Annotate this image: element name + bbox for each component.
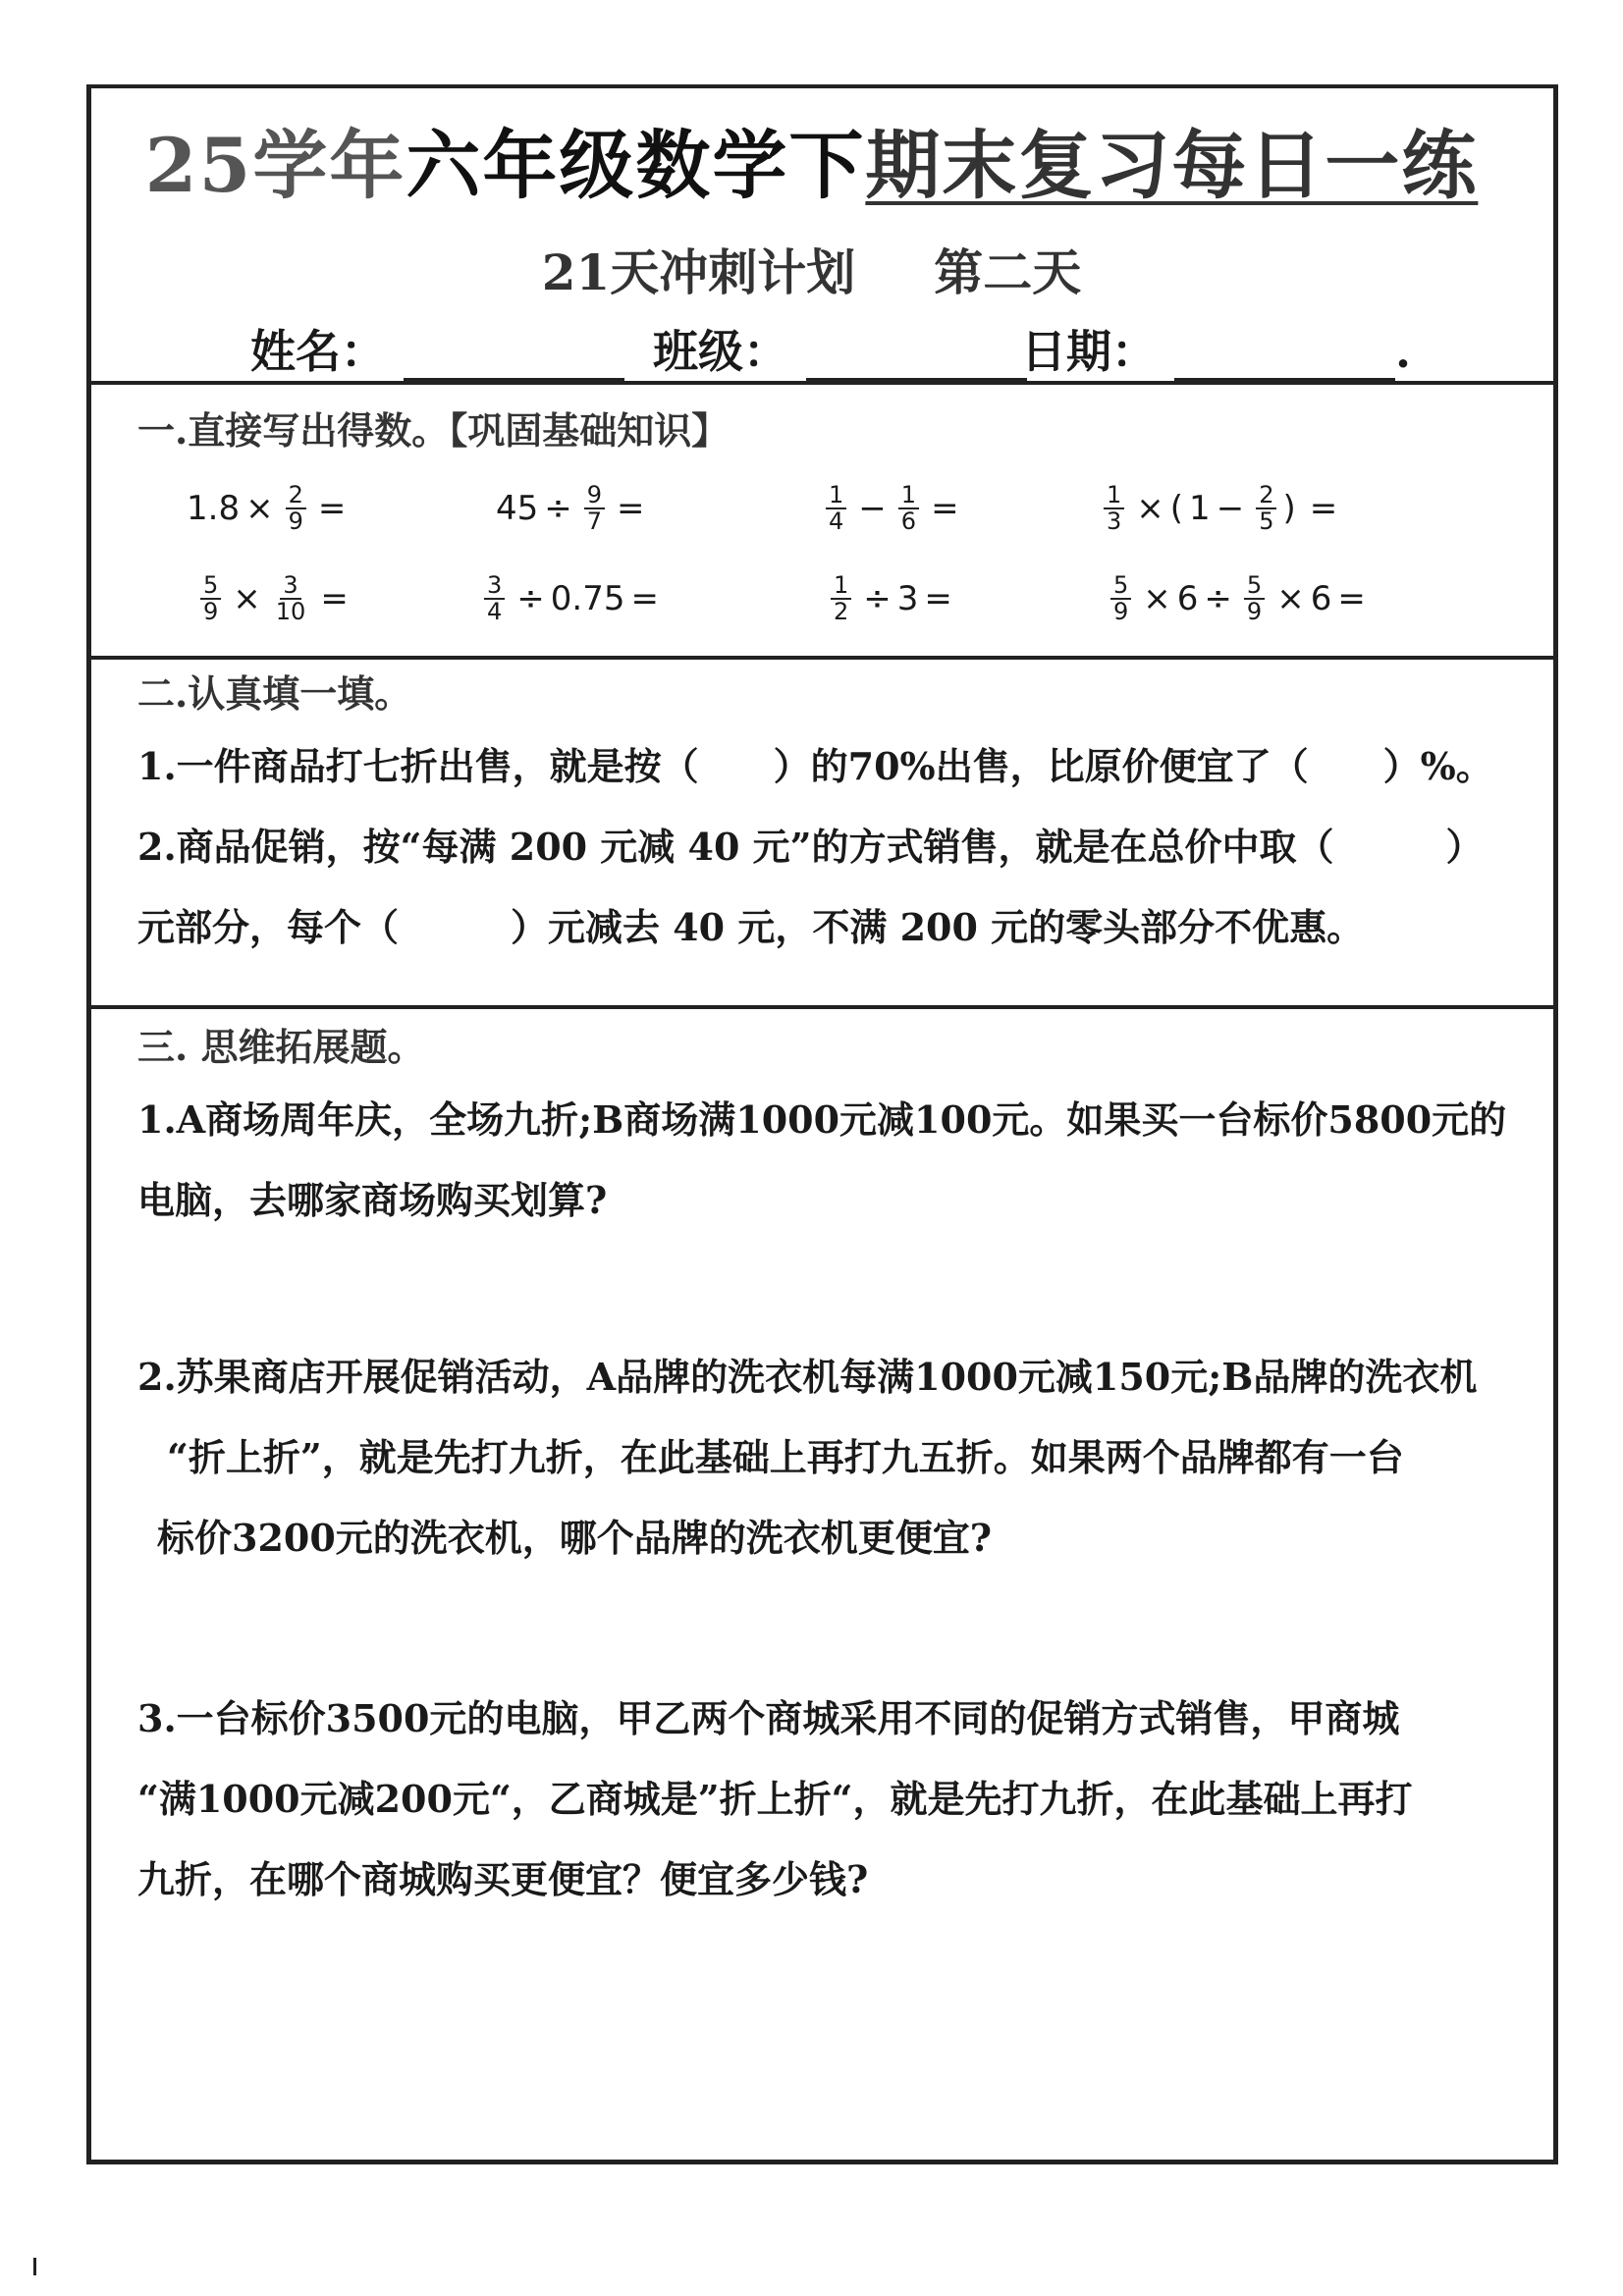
date-label: 日期： — [1021, 325, 1157, 378]
section2-question-1: 1.一件商品打七折出售，就是按（ ）的70%出售，比原价便宜了（ ）%。 — [137, 744, 1493, 788]
section1-title: 一.直接写出得数。【巩固基础知识】 — [137, 408, 730, 453]
fraction: $\frac{2}{9}$ — [286, 483, 306, 534]
calc-item-1: 1.8 × $\frac{2}{9}$ = — [187, 481, 347, 536]
calc-item-5: $\frac{5}{9}$ × $\frac{3}{10}$ = — [194, 573, 354, 624]
section3-title: 三. 思维拓展题。 — [137, 1025, 425, 1069]
name-blank[interactable] — [404, 333, 624, 381]
fraction: $\frac{5}{9}$ — [1244, 573, 1265, 624]
section3-question-1-line2: 电脑，去哪家商场购买划算? — [137, 1178, 608, 1222]
section2-title: 二.认真填一填。 — [137, 671, 412, 716]
fraction: $\frac{1}{6}$ — [898, 483, 919, 534]
section3-question-3-line3: 九折，在哪个商城购买更便宜？便宜多少钱? — [137, 1857, 869, 1901]
fraction: $\frac{2}{5}$ — [1256, 483, 1276, 534]
divider-section2 — [86, 1005, 1558, 1009]
fraction: $\frac{5}{9}$ — [1110, 573, 1131, 624]
fraction: $\frac{9}{7}$ — [584, 483, 605, 534]
fraction: $\frac{3}{10}$ — [275, 571, 306, 626]
section3-question-2-line2: “折上折”，就是先打九折，在此基础上再打九五折。如果两个品牌都有一台 — [167, 1435, 1404, 1479]
section3-question-1-line1: 1.A商场周年庆，全场九折;B商场满1000元减100元。如果买一台标价5800元的 — [137, 1097, 1507, 1142]
calc-item-3: $\frac{1}{4}$ − $\frac{1}{6}$ = — [820, 483, 965, 534]
fraction: $\frac{1}{4}$ — [826, 483, 846, 534]
section3-question-3-line2: “满1000元减200元“，乙商城是”折上折“，就是先打九折，在此基础上再打 — [137, 1777, 1413, 1821]
fraction: $\frac{3}{4}$ — [484, 573, 505, 624]
fraction: $\frac{1}{2}$ — [831, 573, 851, 624]
section3-question-3-line1: 3.一台标价3500元的电脑，甲乙两个商城采用不同的促销方式销售，甲商城 — [137, 1696, 1400, 1740]
divider-section1 — [86, 656, 1558, 660]
calc-item-2: 45 ÷ $\frac{9}{7}$ = — [496, 481, 645, 536]
calc-item-7: $\frac{1}{2}$ ÷ 3 = — [825, 573, 958, 624]
name-label: 姓名： — [250, 325, 386, 378]
calc-item-8: $\frac{5}{9}$ × 6 ÷ $\frac{5}{9}$ × 6 = — [1105, 573, 1372, 624]
section2-question-2-line1: 2.商品促销，按“每满 200 元减 40 元”的方式销售，就是在总价中取（ ） — [137, 825, 1484, 869]
title-grade: 六年级数学下 — [406, 122, 866, 209]
class-label: 班级： — [653, 325, 788, 378]
date-field — [1021, 316, 1411, 381]
title-year: 25学年 — [144, 122, 406, 209]
fraction: $\frac{1}{3}$ — [1104, 483, 1124, 534]
section3-question-2-line1: 2.苏果商店开展促销活动，A品牌的洗衣机每满1000元减150元;B品牌的洗衣机 — [137, 1355, 1478, 1399]
class-blank[interactable] — [806, 333, 1027, 381]
section2-question-2-line2: 元部分，每个（ ）元减去 40 元，不满 200 元的零头部分不优惠。 — [137, 905, 1365, 949]
date-period: . — [1395, 325, 1412, 378]
date-blank[interactable] — [1174, 333, 1395, 381]
name-field — [250, 316, 624, 381]
subtitle-plan: 21天冲刺计划 — [541, 243, 856, 301]
scan-mark — [33, 2258, 36, 2275]
subtitle-day: 第二天 — [934, 243, 1082, 301]
page-title — [0, 106, 1623, 213]
class-field — [653, 316, 1027, 381]
section3-question-2-line3: 标价3200元的洗衣机，哪个品牌的洗衣机更便宜? — [157, 1516, 993, 1560]
calc-item-6: $\frac{3}{4}$ ÷ 0.75 = — [478, 573, 665, 624]
fraction: $\frac{5}{9}$ — [200, 573, 221, 624]
subtitle — [0, 234, 1623, 304]
title-review: 期末复习每日一练 — [865, 122, 1479, 209]
divider-header — [86, 381, 1558, 385]
calc-item-4: $\frac{1}{3}$ × ( 1 − $\frac{2}{5}$ ) = — [1098, 483, 1343, 534]
